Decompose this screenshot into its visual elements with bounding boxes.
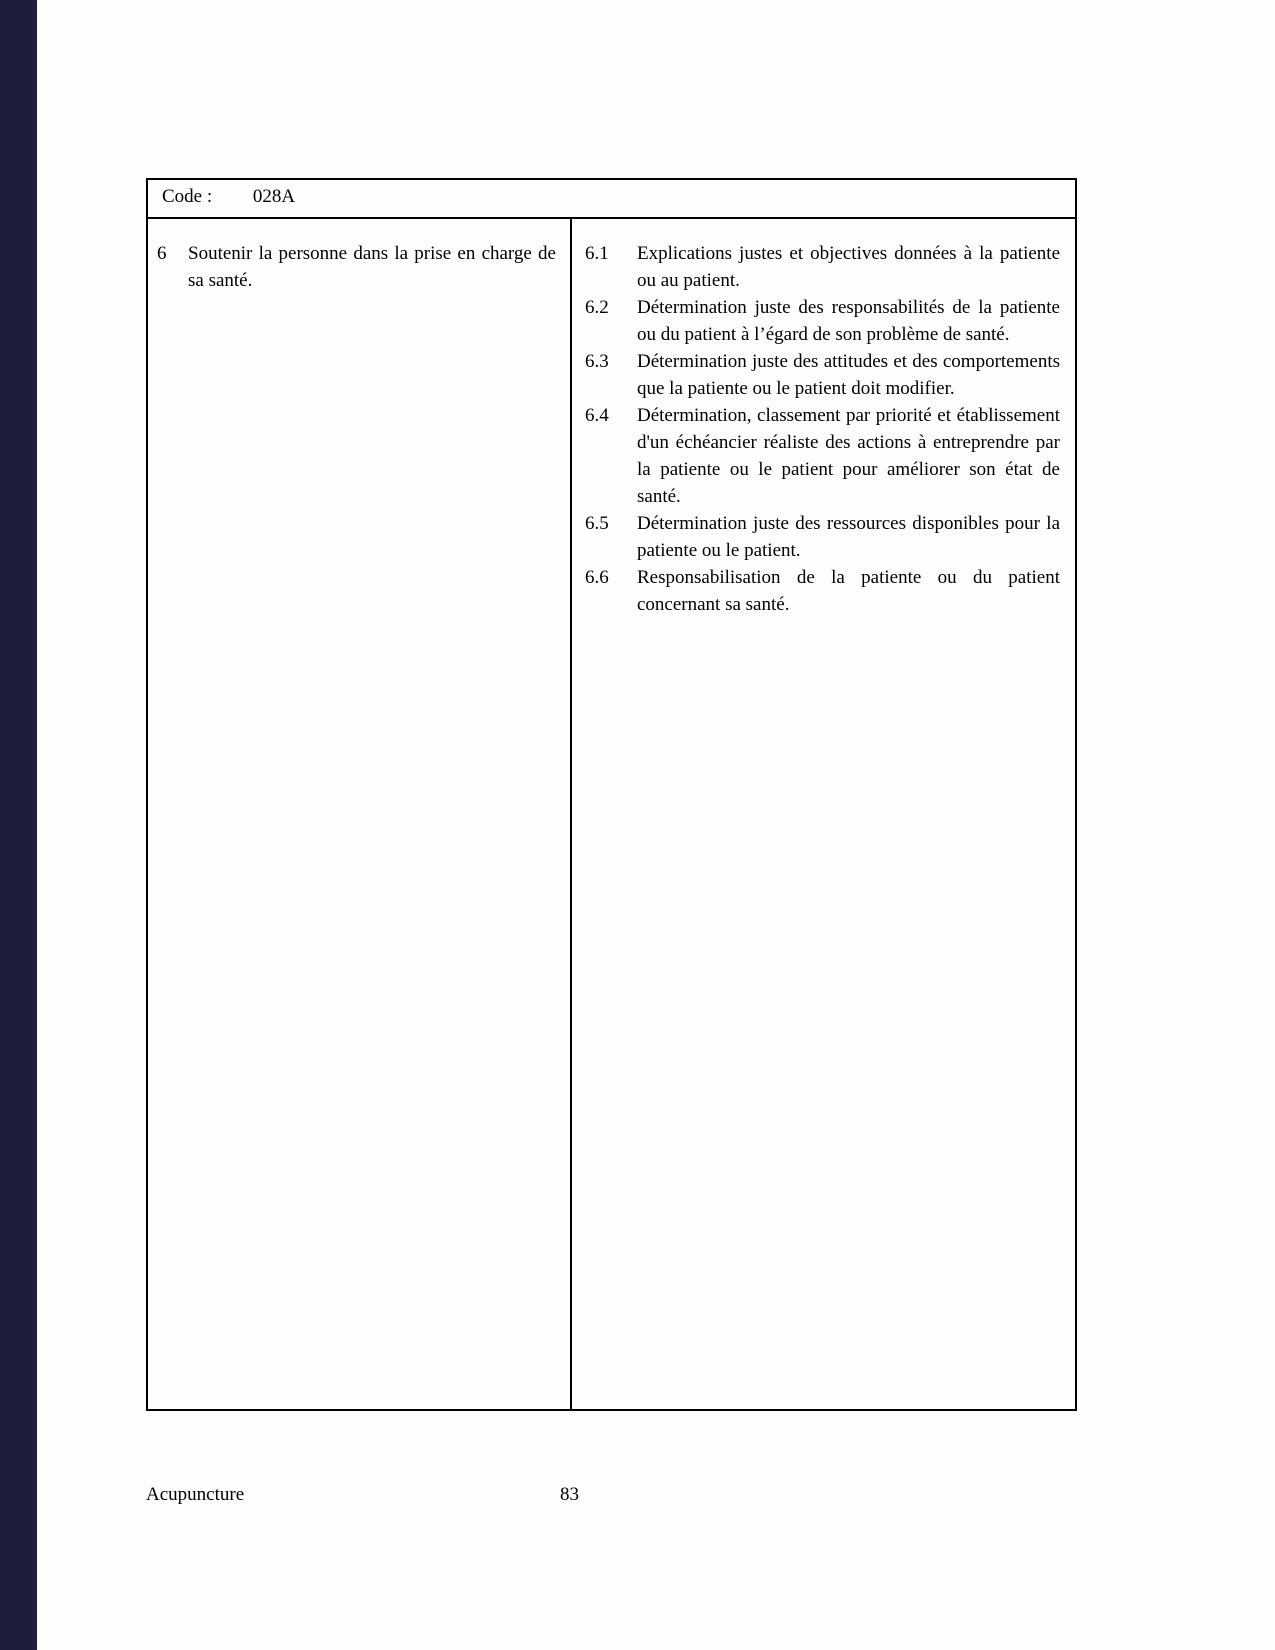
criterion-number: 6.4 bbox=[585, 405, 609, 426]
criterion-text: Détermination, classement par priorité et établissement d'un échéancier réaliste des actions à entreprendre par la patiente ou le patient pour améliorer son état de santé. bbox=[637, 405, 1060, 507]
criterion-text: Détermination juste des responsabilités de la patiente ou du patient à l’égard de son problème de santé. bbox=[637, 297, 1060, 345]
competency-table bbox=[146, 178, 1077, 1411]
objective-number: 6 bbox=[157, 243, 167, 264]
criterion-number: 6.5 bbox=[585, 513, 609, 534]
objective-column bbox=[148, 219, 572, 1409]
criterion-text: Responsabilisation de la patiente ou du patient concernant sa santé. bbox=[637, 567, 1060, 615]
objective-entry bbox=[157, 240, 556, 294]
criterion-text: Explications justes et objectives données à la patiente ou au patient. bbox=[637, 243, 1060, 291]
page-footer bbox=[0, 1481, 1275, 1511]
criterion-item bbox=[585, 510, 1060, 564]
criterion-item bbox=[585, 294, 1060, 348]
criterion-text: Détermination juste des attitudes et des comportements que la patiente ou le patient doit modifier. bbox=[637, 351, 1060, 399]
code-header-row bbox=[148, 180, 1075, 219]
criterion-item bbox=[585, 402, 1060, 510]
footer-page-number: 83 bbox=[560, 1484, 579, 1505]
criterion-number: 6.3 bbox=[585, 351, 609, 372]
criterion-item bbox=[585, 348, 1060, 402]
objective-text: Soutenir la personne dans la prise en charge de sa santé. bbox=[188, 243, 556, 291]
criterion-number: 6.1 bbox=[585, 243, 609, 264]
criterion-number: 6.2 bbox=[585, 297, 609, 318]
criterion-item bbox=[585, 240, 1060, 294]
criteria-column bbox=[572, 219, 1075, 1409]
code-label: Code : bbox=[162, 186, 213, 207]
footer-document-name: Acupuncture bbox=[146, 1484, 245, 1505]
page-left-binding-strip bbox=[0, 0, 37, 1650]
criterion-text: Détermination juste des ressources disponibles pour la patiente ou le patient. bbox=[637, 513, 1060, 561]
table-body-row bbox=[148, 219, 1075, 1409]
criterion-number: 6.6 bbox=[585, 567, 609, 588]
criterion-item bbox=[585, 564, 1060, 618]
code-value: 028A bbox=[252, 186, 296, 207]
